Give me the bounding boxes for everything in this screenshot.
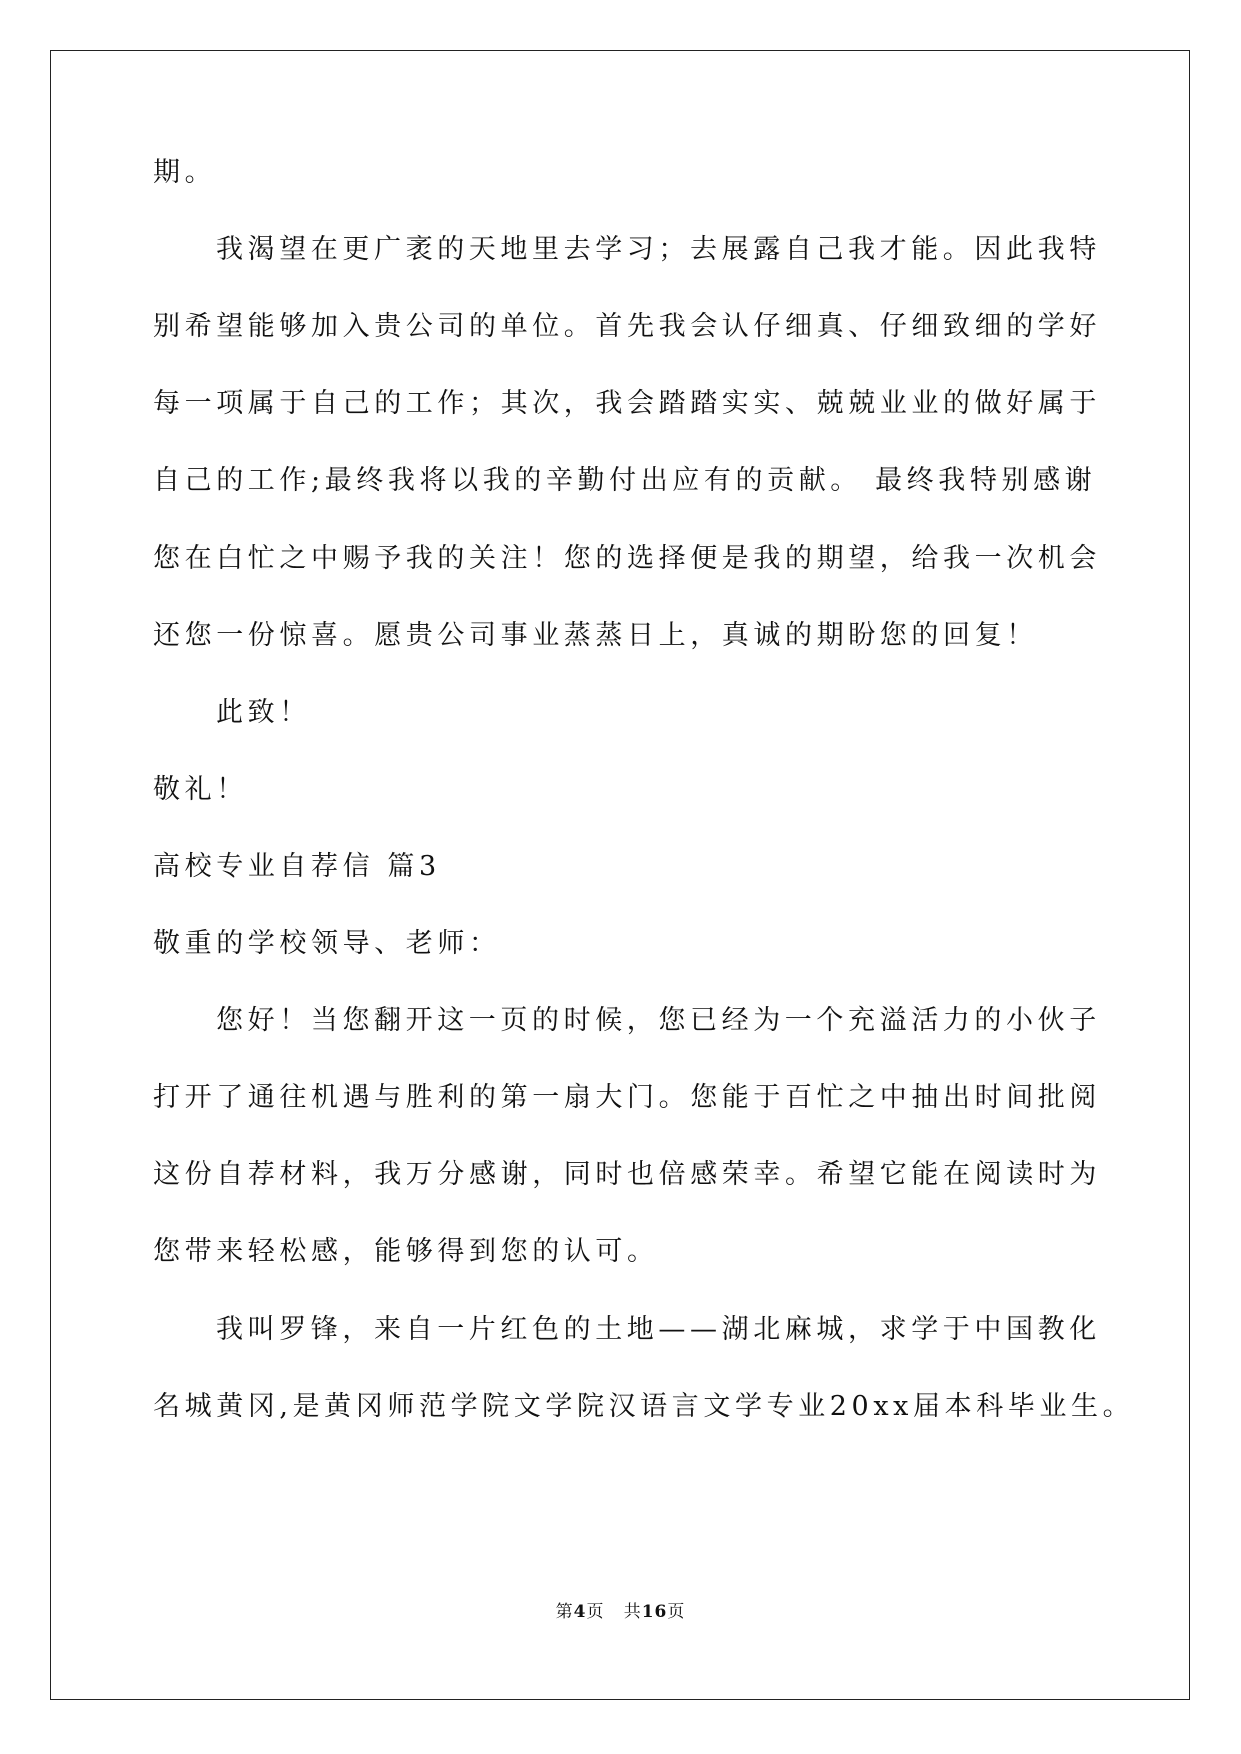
- text-line: 敬礼！: [153, 773, 248, 805]
- text-line: 自己的工作;最终我将以我的辛勤付出应有的贡献。 最终我特别感谢: [153, 465, 1097, 497]
- current-page-number: 4: [573, 1602, 587, 1622]
- text-line: 高校专业自荐信 篇3: [153, 850, 441, 882]
- text-line: 名城黄冈,是黄冈师范学院文学院汉语言文学专业20xx届本科毕业生。: [153, 1390, 1135, 1422]
- text-line: 我叫罗锋，来自一片红色的土地——湖北麻城，求学于中国教化: [216, 1313, 1101, 1345]
- text-line: 每一项属于自己的工作；其次，我会踏踏实实、兢兢业业的做好属于: [153, 388, 1101, 420]
- text-line: 您好！当您翻开这一页的时候，您已经为一个充溢活力的小伙子: [216, 1005, 1101, 1037]
- text-line: 此致！: [216, 696, 311, 728]
- page-footer: [0, 1600, 1241, 1624]
- text-line: 我渴望在更广袤的天地里去学习；去展露自己我才能。因此我特: [216, 234, 1101, 266]
- footer-page-suffix: 页: [586, 1602, 605, 1622]
- text-line: 您在白忙之中赐予我的关注！您的选择便是我的期望，给我一次机会: [153, 542, 1101, 574]
- footer-total-suffix: 页: [667, 1602, 686, 1622]
- footer-prefix: 第: [555, 1602, 574, 1622]
- text-line: 别希望能够加入贵公司的单位。首先我会认仔细真、仔细致细的学好: [153, 311, 1101, 343]
- text-line: 还您一份惊喜。愿贵公司事业蒸蒸日上，真诚的期盼您的回复！: [153, 619, 1038, 651]
- total-page-count: 16: [641, 1602, 668, 1622]
- text-line: 打开了通往机遇与胜利的第一扇大门。您能于百忙之中抽出时间批阅: [153, 1082, 1101, 1114]
- footer-total-prefix: 共: [623, 1602, 642, 1622]
- text-line: 敬重的学校领导、老师：: [153, 928, 501, 959]
- text-line: 您带来轻松感，能够得到您的认可。: [153, 1236, 659, 1268]
- text-line: 期。: [153, 157, 217, 188]
- text-line: 这份自荐材料，我万分感谢，同时也倍感荣幸。希望它能在阅读时为: [153, 1159, 1101, 1191]
